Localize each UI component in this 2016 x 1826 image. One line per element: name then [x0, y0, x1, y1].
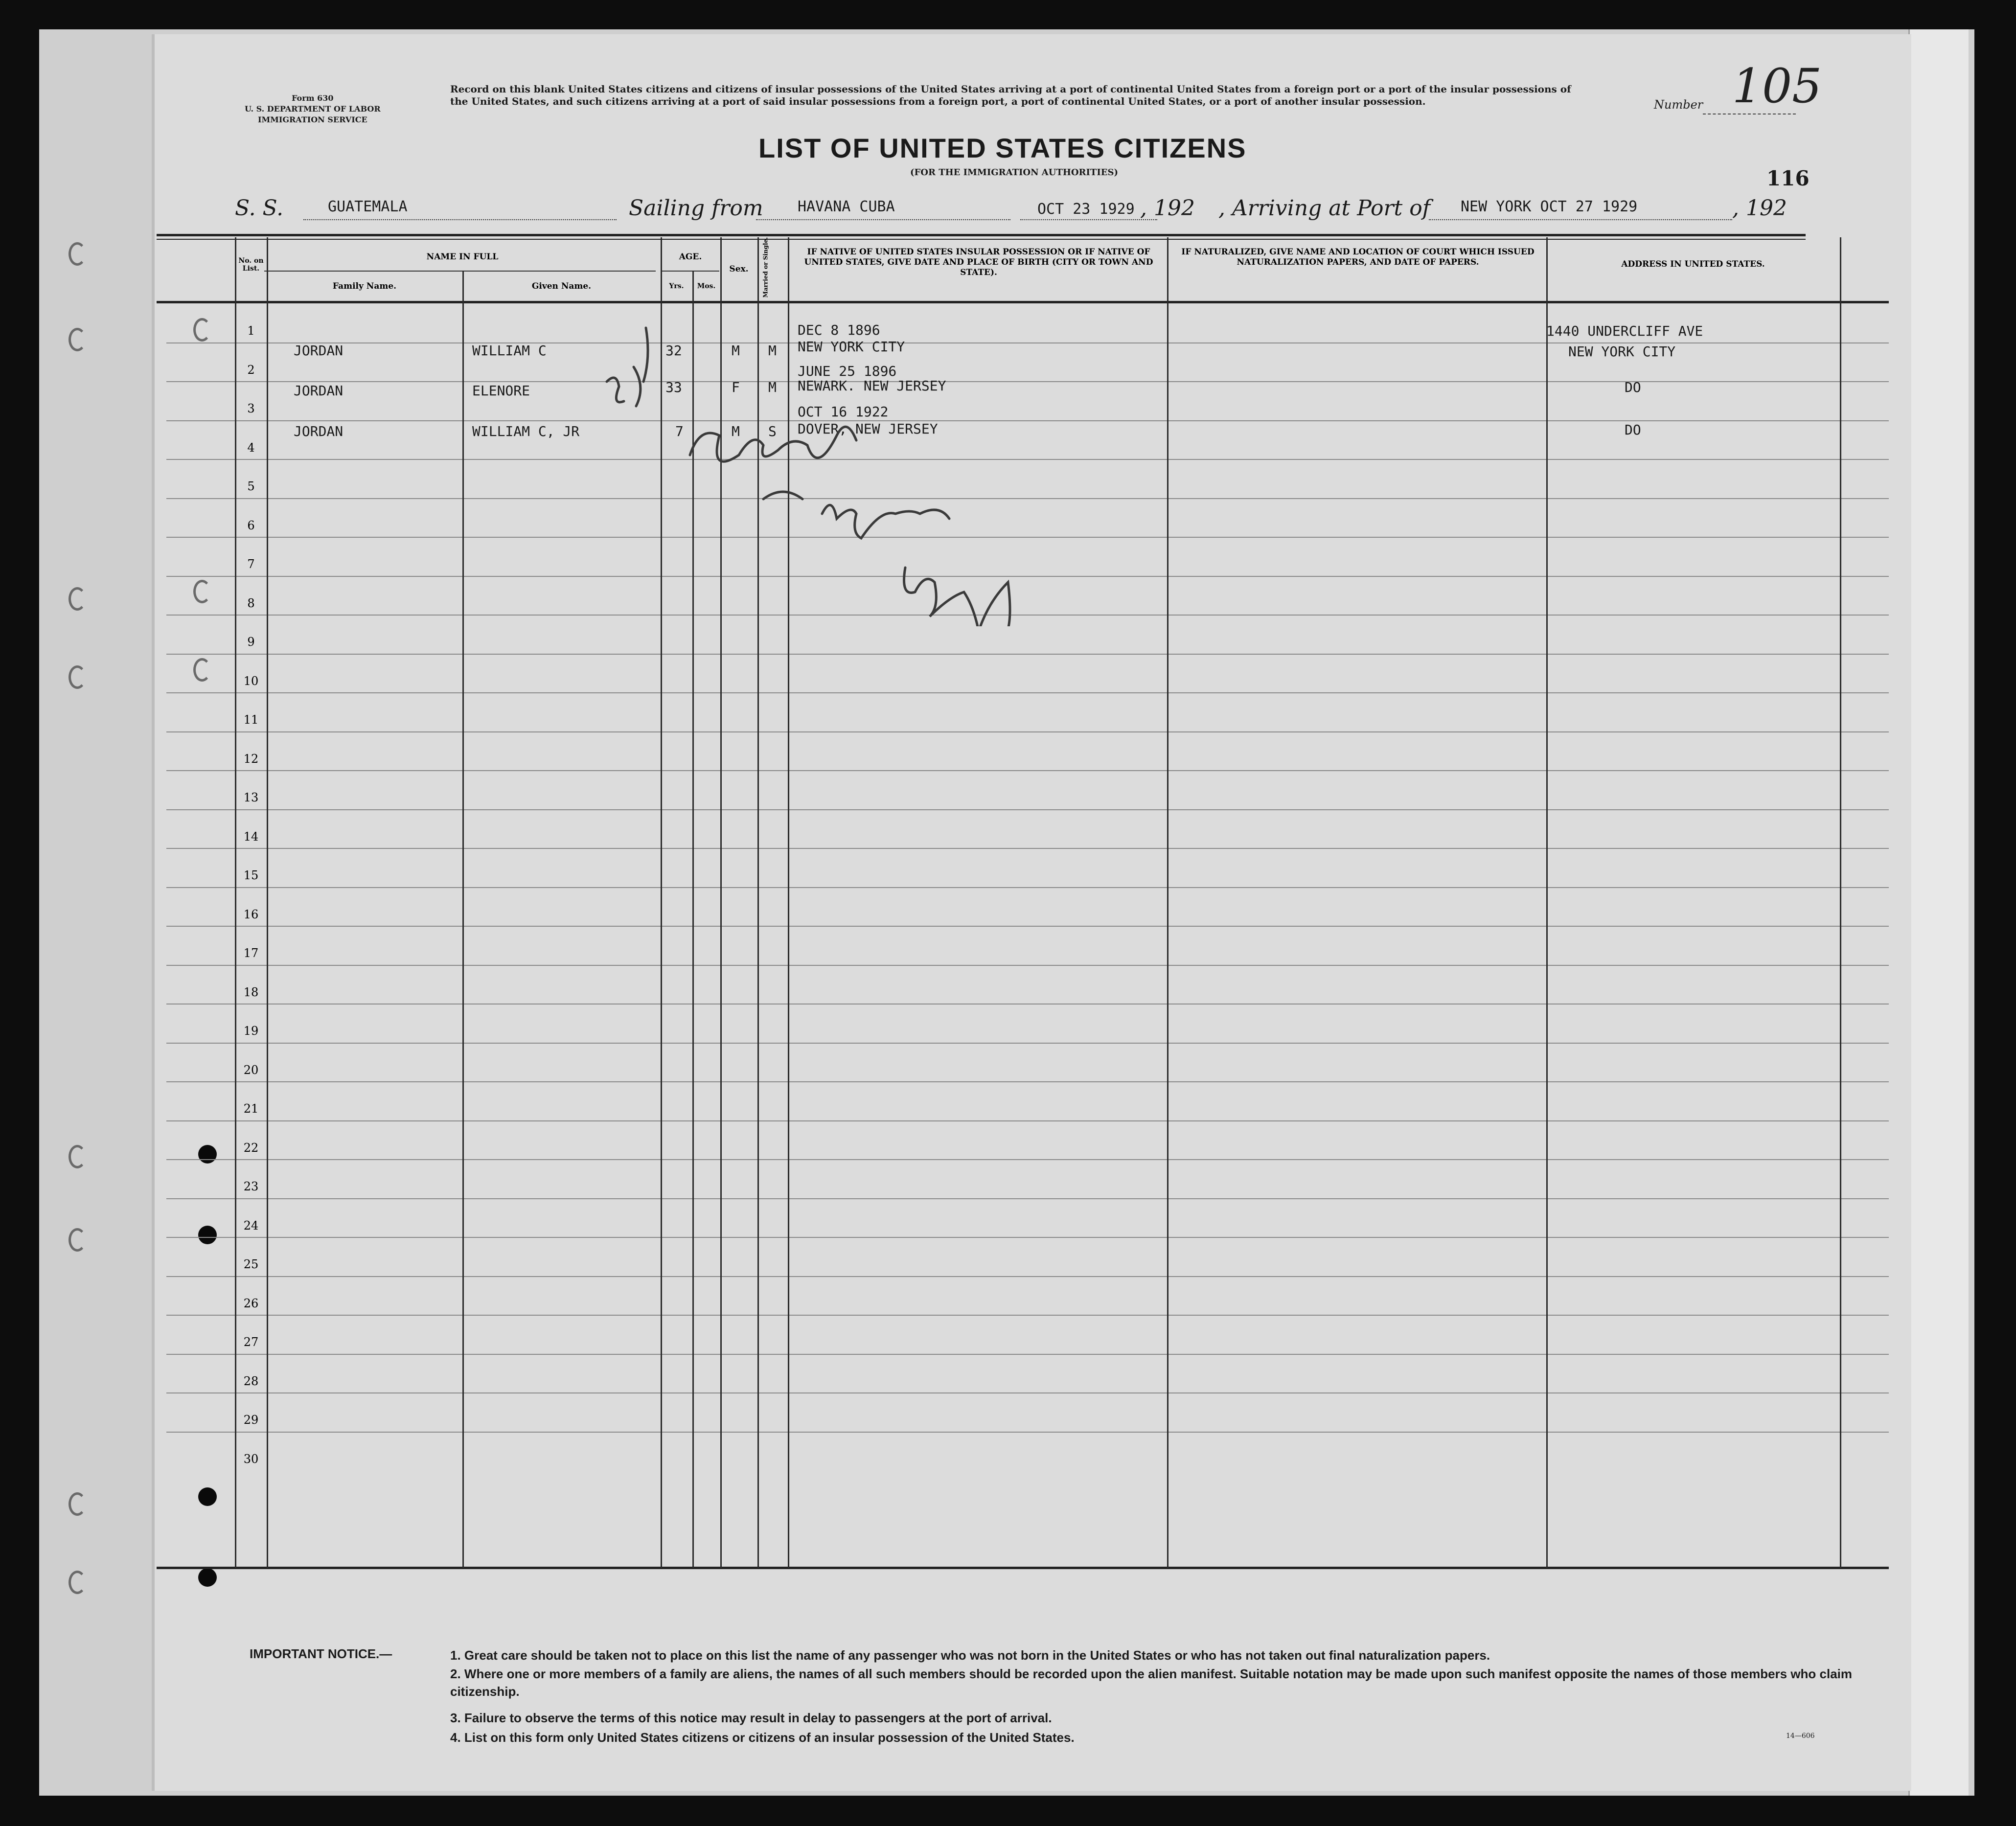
notice-item: 2. Where one or more members of a family are aliens, the names of all such members should be recorded upon the alien manifest. Suitable notation may be made upon such manifest opposite the names of those members who claim citizenship.: [450, 1666, 1853, 1699]
sailing-date: OCT 23 1929: [1037, 201, 1135, 218]
birth-place: NEW YORK CITY: [798, 339, 905, 355]
punch-hole: [198, 1487, 217, 1506]
row-number: 11: [243, 713, 259, 727]
handwritten-notation: [577, 313, 1311, 626]
row-number: 15: [243, 868, 259, 882]
col-header-married: Married or Single.: [762, 237, 769, 298]
name-header-rule: [264, 271, 656, 272]
row-number: 5: [247, 479, 255, 493]
row-rule: [166, 1392, 1889, 1393]
col-header-given-name: Given Name.: [531, 281, 592, 291]
row-number: 23: [243, 1180, 259, 1193]
binding-ring: [69, 1571, 86, 1594]
row-number: 12: [243, 752, 259, 766]
row-rule: [166, 965, 1889, 966]
row-rule: [166, 887, 1889, 888]
marital-status: M: [768, 379, 777, 395]
row-number: 24: [243, 1218, 259, 1233]
column-divider: [267, 237, 268, 1568]
record-instructions: Record on this blank United States citizens and citizens of insular possessions of the United States arriving at a port of continental United States from a foreign port or a port of the insular possessions of the United States, and such citizens arriving at a port of said insular possessions from a foreign port, a port of continental United States, or a port of another insular possession.: [450, 83, 1571, 107]
col-header-birth: IF NATIVE OF UNITED STATES INSULAR POSSESSION OR IF NATIVE OF UNITED STATES, GIVE DATE AND PLACE OF BIRTH (CITY OR TOWN AND STATE).: [804, 247, 1153, 277]
row-number: 19: [243, 1024, 259, 1038]
col-header-no: No. on List.: [238, 257, 264, 273]
binding-ring: [69, 587, 86, 611]
birth-date: DEC 8 1896: [798, 322, 880, 338]
address-line-1: 1440 UNDERCLIFF AVE: [1546, 323, 1703, 339]
family-name: JORDAN: [294, 342, 344, 359]
row-rule: [166, 692, 1889, 693]
family-name: JORDAN: [294, 383, 344, 399]
col-header-naturalized: IF NATURALIZED, GIVE NAME AND LOCATION OF COURT WHICH ISSUED NATURALIZATION PAPERS, AND DATE OF PAPERS.: [1181, 247, 1535, 267]
arriving-port: NEW YORK OCT 27 1929: [1461, 198, 1638, 215]
age-years: 32: [665, 342, 682, 359]
binding-ring: [193, 658, 211, 682]
col-header-address: ADDRESS IN UNITED STATES.: [1621, 259, 1765, 269]
age-years: 33: [665, 379, 682, 395]
punch-hole: [198, 1226, 217, 1244]
column-divider: [462, 271, 464, 1568]
col-header-mos: Mos.: [697, 282, 716, 290]
notice-item: 3. Failure to observe the terms of this notice may result in delay to passengers at the port of arrival.: [450, 1711, 1052, 1725]
col-header-name-in-full: NAME IN FULL: [426, 252, 499, 262]
col-header-yrs: Yrs.: [669, 282, 684, 290]
punch-hole: [198, 1145, 217, 1164]
row-number: 14: [243, 829, 259, 844]
address-line-1: DO: [1625, 379, 1641, 395]
age-years: 7: [675, 423, 684, 439]
binding-ring: [193, 318, 211, 342]
binding-ring: [193, 580, 211, 603]
row-number: 29: [243, 1413, 259, 1427]
birth-date: JUNE 25 1896: [798, 363, 897, 379]
binding-ring: [69, 328, 86, 351]
address-line-2: NEW YORK CITY: [1568, 343, 1676, 360]
sex: F: [732, 379, 740, 395]
list-number: 105: [1732, 59, 1822, 114]
row-rule: [166, 731, 1889, 732]
column-divider: [1546, 237, 1548, 1568]
marital-status: S: [768, 423, 777, 439]
notice-item: 1. Great care should be taken not to place on this list the name of any passenger who was not born in the United States or who has not taken out final naturalization papers.: [450, 1648, 1490, 1663]
row-rule: [166, 848, 1889, 849]
row-number: 6: [247, 518, 255, 532]
page-subtitle: (FOR THE IMMIGRATION AUTHORITIES): [910, 167, 1118, 178]
row-rule: [166, 1315, 1889, 1316]
row-number: 3: [247, 402, 255, 415]
notice-heading: IMPORTANT NOTICE.—: [250, 1646, 392, 1661]
row-rule: [166, 1276, 1889, 1277]
row-number: 1: [247, 324, 255, 338]
row-number: 27: [243, 1335, 259, 1349]
column-divider: [1840, 237, 1841, 1568]
row-number: 16: [243, 907, 259, 921]
row-rule: [166, 809, 1889, 810]
row-number: 8: [247, 596, 255, 610]
punch-hole: [198, 1568, 217, 1587]
row-rule: [166, 1081, 1889, 1082]
row-number: 22: [243, 1141, 259, 1155]
binding-ring: [69, 1145, 86, 1168]
address-line-1: DO: [1625, 422, 1641, 438]
family-name: JORDAN: [294, 423, 344, 439]
col-header-family-name: Family Name.: [332, 281, 397, 291]
row-number: 20: [243, 1063, 259, 1077]
sailing-line: [756, 219, 1010, 220]
row-number: 7: [247, 557, 255, 571]
year-suffix: , 192: [1732, 196, 1787, 221]
binding-ring: [69, 1228, 86, 1252]
col-header-age: AGE.: [679, 252, 702, 262]
page-title: LIST OF UNITED STATES CITIZENS: [758, 133, 1247, 163]
row-rule: [166, 1159, 1889, 1160]
row-number: 28: [243, 1374, 259, 1388]
row-number: 26: [243, 1296, 259, 1310]
service-name: IMMIGRATION SERVICE: [257, 115, 367, 124]
binding-ring: [69, 665, 86, 689]
row-number: 30: [243, 1452, 259, 1466]
manifest-page: [152, 34, 1911, 1791]
number-label: Number: [1654, 98, 1703, 112]
form-number: Form 630: [292, 93, 334, 103]
row-rule: [166, 654, 1889, 655]
date-line: [1020, 219, 1157, 220]
row-number: 25: [243, 1257, 259, 1271]
row-number: 18: [243, 985, 259, 999]
arriving-line: [1429, 219, 1732, 220]
notice-item: 4. List on this form only United States citizens or citizens of an insular possession of the United States.: [450, 1730, 1075, 1745]
age-header-rule: [661, 271, 719, 272]
page-number: 116: [1766, 166, 1810, 190]
row-number: 4: [247, 440, 255, 455]
sex: M: [732, 342, 740, 359]
year-suffix: , 192: [1140, 196, 1195, 221]
ship-line: [303, 219, 617, 220]
birth-place: DOVER, NEW JERSEY: [798, 421, 938, 437]
row-rule: [166, 926, 1889, 927]
row-number: 13: [243, 791, 259, 804]
row-rule: [166, 1354, 1889, 1355]
sailing-from: HAVANA CUBA: [798, 198, 895, 215]
form-identifier: [245, 93, 381, 125]
row-number: 21: [243, 1102, 259, 1116]
row-number: 10: [243, 674, 259, 688]
row-rule: [166, 1043, 1889, 1044]
table-bottom-rule: [157, 1567, 1889, 1569]
row-rule: [166, 1237, 1889, 1238]
sailing-label: Sailing from: [629, 196, 763, 221]
binding-ring: [69, 242, 86, 266]
given-name: WILLIAM C, JR: [472, 423, 580, 439]
table-top-rule: [157, 234, 1806, 236]
row-rule: [166, 770, 1889, 771]
marital-status: M: [768, 342, 777, 359]
sex: M: [732, 423, 740, 439]
column-divider: [235, 237, 236, 1568]
ship-name: GUATEMALA: [328, 198, 408, 215]
given-name: WILLIAM C: [472, 342, 547, 359]
row-number: 17: [243, 946, 259, 960]
row-rule: [166, 1432, 1889, 1433]
department-name: U. S. DEPARTMENT OF LABOR: [245, 104, 381, 114]
row-number: 2: [247, 363, 255, 377]
page-edge: [1908, 29, 1969, 1796]
binding-ring: [69, 1492, 86, 1516]
arriving-label: , Arriving at Port of: [1218, 196, 1430, 221]
table-top-rule: [157, 239, 1806, 240]
ss-label: S. S.: [235, 196, 284, 221]
row-number: 9: [247, 635, 255, 649]
col-header-sex: Sex.: [729, 264, 749, 274]
header-bottom-rule: [157, 301, 1889, 303]
birth-place: NEWARK. NEW JERSEY: [798, 378, 946, 394]
birth-date: OCT 16 1922: [798, 404, 889, 420]
form-code: 14—606: [1786, 1732, 1815, 1740]
given-name: ELENORE: [472, 383, 530, 399]
row-rule: [166, 1198, 1889, 1199]
row-rule: [166, 1120, 1889, 1121]
